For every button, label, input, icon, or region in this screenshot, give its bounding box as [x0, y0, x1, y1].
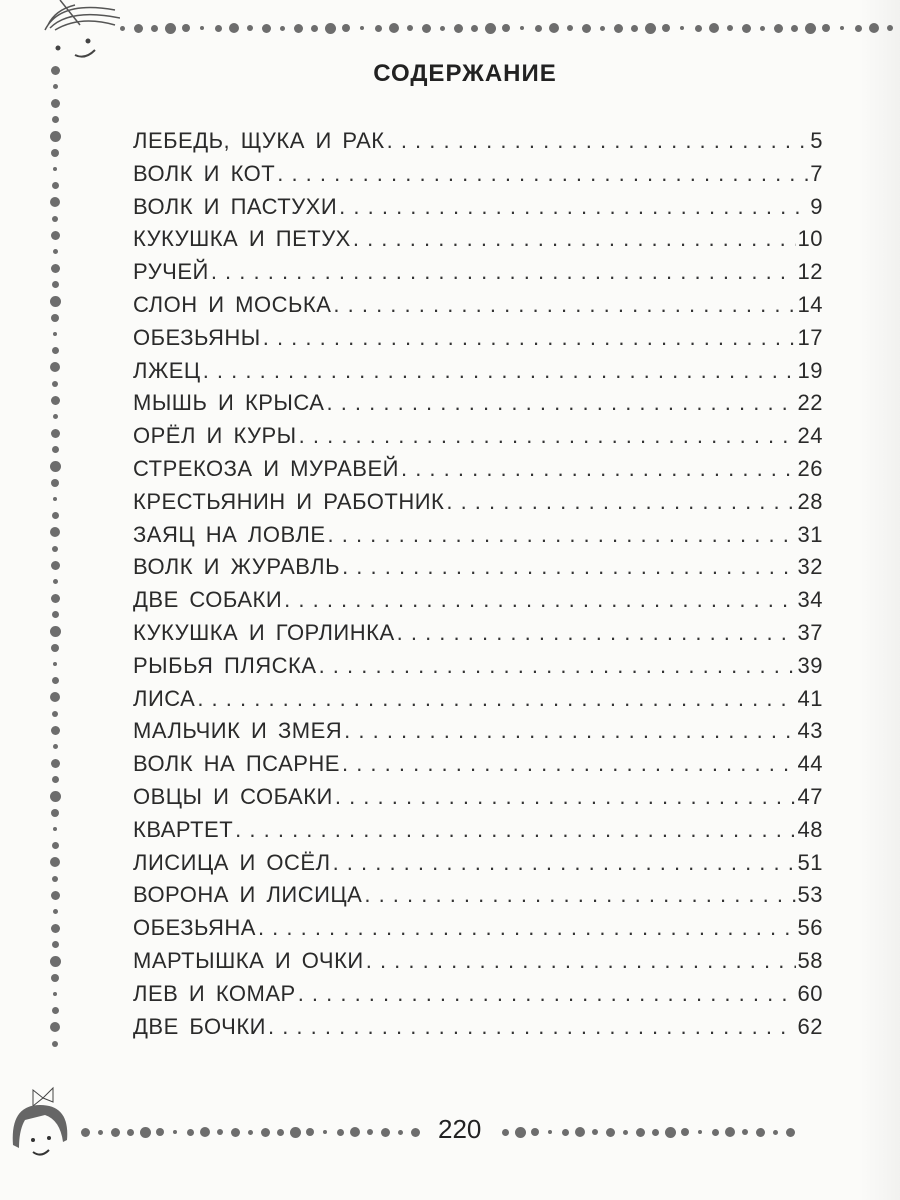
toc-entry-page: 39 [797, 652, 823, 678]
border-dot [127, 1129, 134, 1136]
toc-entry [133, 1014, 823, 1047]
toc-entry-page: 31 [797, 521, 823, 547]
border-dot [50, 857, 60, 867]
toc-entry [133, 325, 823, 358]
border-dot [502, 1129, 509, 1136]
border-dot [606, 1128, 615, 1137]
toc-entry-title: ЛИСА [133, 685, 196, 711]
border-dot [631, 25, 638, 32]
toc-entry [133, 850, 823, 883]
toc-entry-title: ВОРОНА И ЛИСИЦА [133, 882, 363, 908]
toc-entry-page: 44 [797, 751, 823, 777]
border-dot [774, 24, 783, 33]
border-dot [247, 25, 253, 31]
border-dot [855, 25, 862, 32]
dot-leader [342, 751, 796, 777]
border-dot [52, 876, 58, 882]
border-dot [50, 296, 61, 307]
page-number: 220 [438, 1114, 482, 1144]
toc-entry-title: ОБЕЗЬЯНЫ [133, 324, 261, 350]
border-dot [485, 23, 496, 34]
border-dot [323, 1130, 327, 1134]
dot-leader [298, 981, 796, 1007]
toc-entry-page: 17 [797, 324, 823, 350]
toc-entry-title: ЛИСИЦА И ОСЁЛ [133, 849, 331, 875]
toc-entry-page: 53 [797, 882, 823, 908]
border-dot [52, 116, 59, 123]
border-dot [52, 941, 59, 948]
border-dot [52, 512, 59, 519]
border-dot [51, 314, 59, 322]
toc-entry-page: 51 [797, 849, 823, 875]
toc-entry-title: ОБЕЗЬЯНА [133, 915, 256, 941]
border-dot [98, 1130, 103, 1135]
toc-entry [133, 948, 823, 981]
border-dot [151, 25, 158, 32]
border-dot [52, 776, 59, 783]
dot-leader [319, 653, 796, 679]
border-dot [623, 1130, 628, 1135]
dot-leader [197, 686, 795, 712]
toc-entry [133, 587, 823, 620]
toc-entry [133, 915, 823, 948]
border-dot [695, 25, 702, 32]
toc-entry-page: 48 [797, 816, 823, 842]
toc-entry [133, 358, 823, 391]
border-dot [53, 249, 58, 254]
page-edge-shadow [860, 0, 900, 1200]
border-dot [52, 281, 59, 288]
border-dot [52, 711, 58, 717]
border-dot [709, 23, 719, 33]
border-dot [53, 662, 57, 666]
border-dot [52, 677, 59, 684]
border-dot [294, 24, 303, 33]
border-dot [248, 1130, 253, 1135]
border-dot [217, 1129, 223, 1135]
toc-entry-page: 60 [797, 980, 823, 1006]
border-dot [567, 25, 573, 31]
border-dot [662, 24, 670, 32]
toc-entry-title: ВОЛК И КОТ [133, 160, 276, 186]
toc-entry-title: ДВЕ БОЧКИ [133, 1013, 266, 1039]
border-dot [698, 1130, 702, 1134]
border-dot [407, 25, 413, 31]
border-dot [600, 26, 605, 31]
toc-entry-page: 24 [797, 423, 823, 449]
toc-entry-page: 32 [797, 554, 823, 580]
toc-entry-title: СТРЕКОЗА И МУРАВЕЙ [133, 455, 399, 481]
border-dot [742, 24, 751, 33]
dot-leader [284, 587, 795, 613]
border-dot [422, 24, 431, 33]
border-dot [51, 974, 59, 982]
border-dot [411, 1128, 420, 1137]
border-dot [727, 25, 733, 31]
border-dot [215, 25, 222, 32]
toc-entry-title: РЫБЬЯ ПЛЯСКА [133, 652, 317, 678]
toc-entry [133, 522, 823, 555]
toc-entry-page: 12 [797, 259, 823, 285]
border-dot [773, 1130, 778, 1135]
border-dot [50, 692, 60, 702]
border-dot [290, 1127, 301, 1138]
border-dot [50, 461, 61, 472]
border-dot [200, 1127, 210, 1137]
border-dot [231, 1128, 240, 1137]
toc-entry [133, 226, 823, 259]
border-dot [182, 24, 190, 32]
toc-entry [133, 981, 823, 1014]
border-dot [440, 26, 445, 31]
toc-entry-page: 58 [797, 947, 823, 973]
border-dot [471, 25, 478, 32]
dot-leader [299, 423, 796, 449]
toc-entry-page: 10 [797, 226, 823, 252]
dot-leader [258, 915, 796, 941]
border-dot [51, 396, 60, 405]
toc-entry-page: 19 [797, 357, 823, 383]
toc-entry-page: 41 [797, 685, 823, 711]
toc-entry-title: ЛЕБЕДЬ, ЩУКА И РАК [133, 128, 385, 153]
toc-entry-title: ДВЕ СОБАКИ [133, 587, 283, 613]
border-dot [51, 759, 60, 768]
toc-entry [133, 784, 823, 817]
border-dot [665, 1127, 676, 1138]
toc-entry [133, 423, 823, 456]
border-dot [360, 26, 364, 30]
toc-entry-page: 34 [797, 587, 823, 613]
border-dot [53, 167, 57, 171]
border-dot [51, 479, 59, 487]
toc-entry-title: ВОЛК И ЖУРАВЛЬ [133, 554, 341, 580]
border-dot [51, 231, 60, 240]
dot-leader [268, 1014, 796, 1040]
border-dot [520, 26, 524, 30]
toc-entry-title: РУЧЕЙ [133, 259, 209, 285]
border-dot [375, 25, 382, 32]
toc-entry [133, 161, 823, 194]
border-dot [614, 24, 623, 33]
border-dot [51, 726, 60, 735]
border-dot [53, 992, 57, 996]
toc-entry [133, 128, 823, 161]
border-dot [53, 332, 57, 336]
border-dot [756, 1128, 765, 1137]
border-dot [53, 579, 58, 584]
border-dot [50, 1022, 60, 1032]
border-dot [725, 1127, 735, 1137]
toc-entry-page: 5 [810, 128, 823, 153]
border-dot [50, 362, 60, 372]
border-dot [50, 131, 61, 142]
border-dot [52, 381, 58, 387]
border-dot [51, 149, 59, 157]
toc-entry [133, 817, 823, 850]
border-dot [645, 23, 656, 34]
border-dot [680, 26, 684, 30]
border-dot [261, 1128, 270, 1137]
border-dot [229, 23, 239, 33]
border-dot [822, 24, 830, 32]
border-dot [325, 23, 336, 34]
toc-entry-title: КРЕСТЬЯНИН И РАБОТНИК [133, 488, 445, 514]
dot-leader [366, 948, 796, 974]
border-dot [51, 891, 60, 900]
border-dot [515, 1127, 526, 1138]
toc-entry-page: 14 [797, 291, 823, 317]
border-dot [81, 1128, 90, 1137]
border-dot [791, 25, 798, 32]
border-dot [156, 1128, 164, 1136]
toc-entry-title: ОВЦЫ И СОБАКИ [133, 783, 333, 809]
dot-leader [326, 390, 795, 416]
girl-head-top-illustration [20, 0, 120, 65]
border-dot [50, 527, 60, 537]
border-dot [53, 827, 57, 831]
dot-leader [387, 128, 809, 154]
border-dot [53, 414, 58, 419]
toc-entry-title: ЛЕВ И КОМАР [133, 980, 296, 1006]
border-dot [277, 1129, 284, 1136]
border-dot [742, 1129, 748, 1135]
border-dot [52, 216, 58, 222]
toc-entry-title: МАЛЬЧИК И ЗМЕЯ [133, 718, 343, 744]
toc-entry [133, 718, 823, 751]
border-dot [51, 429, 60, 438]
border-dot [52, 182, 59, 189]
border-dot [389, 23, 399, 33]
toc-entry [133, 554, 823, 587]
border-dot [50, 197, 60, 207]
toc-entry-title: ЛЖЕЦ [133, 357, 201, 383]
border-dot [582, 24, 591, 33]
dot-leader [401, 456, 796, 482]
toc-entry-title: МЫШЬ И КРЫСА [133, 390, 325, 416]
border-dot [712, 1129, 719, 1136]
toc-entry-title: МАРТЫШКА И ОЧКИ [133, 947, 364, 973]
border-dot [53, 497, 57, 501]
border-dot [840, 26, 844, 30]
border-dot [280, 26, 285, 31]
border-dot [887, 25, 893, 31]
toc-entry-title: ЗАЯЦ НА ЛОВЛЕ [133, 521, 326, 547]
border-dot [52, 546, 58, 552]
page-title: СОДЕРЖАНИЕ [373, 60, 557, 87]
border-dot [52, 1041, 58, 1047]
border-dot [111, 1128, 120, 1137]
border-dot [51, 809, 59, 817]
toc-entry-title: ВОЛК И ПАСТУХИ [133, 193, 338, 219]
border-dot [165, 23, 176, 34]
border-dot [652, 1129, 659, 1136]
border-dot [786, 1128, 795, 1137]
border-dot [636, 1128, 645, 1137]
toc-entry-page: 37 [797, 619, 823, 645]
toc-entry-title: КВАРТЕТ [133, 816, 234, 842]
border-dot [575, 1127, 585, 1137]
toc-entry [133, 882, 823, 915]
border-dot [548, 1130, 552, 1134]
dot-leader [342, 554, 795, 580]
border-dot [50, 956, 61, 967]
border-dot [681, 1128, 689, 1136]
border-dot [51, 264, 60, 273]
border-dot [53, 744, 58, 749]
border-dot [342, 24, 350, 32]
border-dot [549, 23, 559, 33]
toc-entry-title: СЛОН И МОСЬКА [133, 291, 332, 317]
border-dot [531, 1128, 539, 1136]
toc-entry [133, 686, 823, 719]
toc-entry-page: 28 [797, 488, 823, 514]
border-dot [805, 23, 816, 34]
dot-leader [328, 522, 796, 548]
border-dot [592, 1129, 598, 1135]
toc-entry-page: 9 [810, 193, 823, 219]
border-dot [52, 347, 59, 354]
border-dot [140, 1127, 151, 1138]
toc-entry-page: 22 [797, 390, 823, 416]
dot-leader [335, 784, 796, 810]
border-dot [200, 26, 204, 30]
border-dot [120, 26, 125, 31]
toc-entry-page: 56 [797, 915, 823, 941]
toc-entry-title: ВОЛК НА ПСАРНЕ [133, 751, 340, 777]
dot-leader [339, 194, 808, 220]
dot-leader [203, 358, 796, 384]
dot-leader [397, 620, 796, 646]
dot-leader [235, 817, 795, 843]
dot-leader [211, 259, 796, 285]
border-dot [51, 594, 60, 603]
border-dot [306, 1128, 314, 1136]
toc-entry-title: ОРЁЛ И КУРЫ [133, 423, 297, 449]
dot-leader [277, 161, 808, 187]
border-dot [381, 1128, 390, 1137]
border-dot [52, 446, 59, 453]
border-dot [53, 909, 58, 914]
border-dot [51, 561, 60, 570]
border-dot [173, 1130, 177, 1134]
border-dot [52, 842, 59, 849]
toc-entry-title: КУКУШКА И ГОРЛИНКА [133, 619, 395, 645]
border-dot [50, 626, 61, 637]
dot-leader [364, 882, 795, 908]
border-dot [50, 791, 61, 802]
toc-entry-page: 43 [797, 718, 823, 744]
toc-entry-page: 7 [810, 160, 823, 186]
border-dot [454, 24, 463, 33]
border-dot [262, 24, 271, 33]
toc-entry [133, 292, 823, 325]
dot-leader [344, 718, 795, 744]
border-dot [52, 611, 59, 618]
toc-entry-page: 47 [797, 783, 823, 809]
toc-entry [133, 489, 823, 522]
border-dot [134, 24, 143, 33]
dot-leader [333, 850, 796, 876]
border-dot [760, 26, 765, 31]
toc-entry [133, 259, 823, 292]
girl-face-bottom-illustration [5, 1080, 75, 1170]
toc-entry-page: 26 [797, 455, 823, 481]
border-dot [337, 1129, 344, 1136]
border-dot [502, 24, 510, 32]
border-dot [535, 25, 542, 32]
border-dot [562, 1129, 569, 1136]
toc-entry-title: КУКУШКА И ПЕТУХ [133, 226, 351, 252]
table-of-contents [133, 128, 823, 1046]
dot-leader [333, 292, 795, 318]
dot-leader [353, 226, 796, 252]
border-dot [367, 1129, 373, 1135]
toc-entry [133, 390, 823, 423]
toc-entry [133, 653, 823, 686]
toc-entry [133, 620, 823, 653]
toc-entry [133, 751, 823, 784]
border-dot [869, 23, 879, 33]
dot-leader [446, 489, 795, 515]
dot-leader [263, 325, 796, 351]
border-dot [350, 1127, 360, 1137]
border-dot [51, 924, 60, 933]
border-dot [398, 1130, 403, 1135]
toc-entry [133, 456, 823, 489]
toc-entry-page: 62 [797, 1013, 823, 1039]
border-dot [51, 644, 59, 652]
border-dot [311, 25, 318, 32]
border-dot [52, 1007, 59, 1014]
toc-entry [133, 194, 823, 227]
border-dot [51, 99, 60, 108]
border-dot [187, 1129, 194, 1136]
